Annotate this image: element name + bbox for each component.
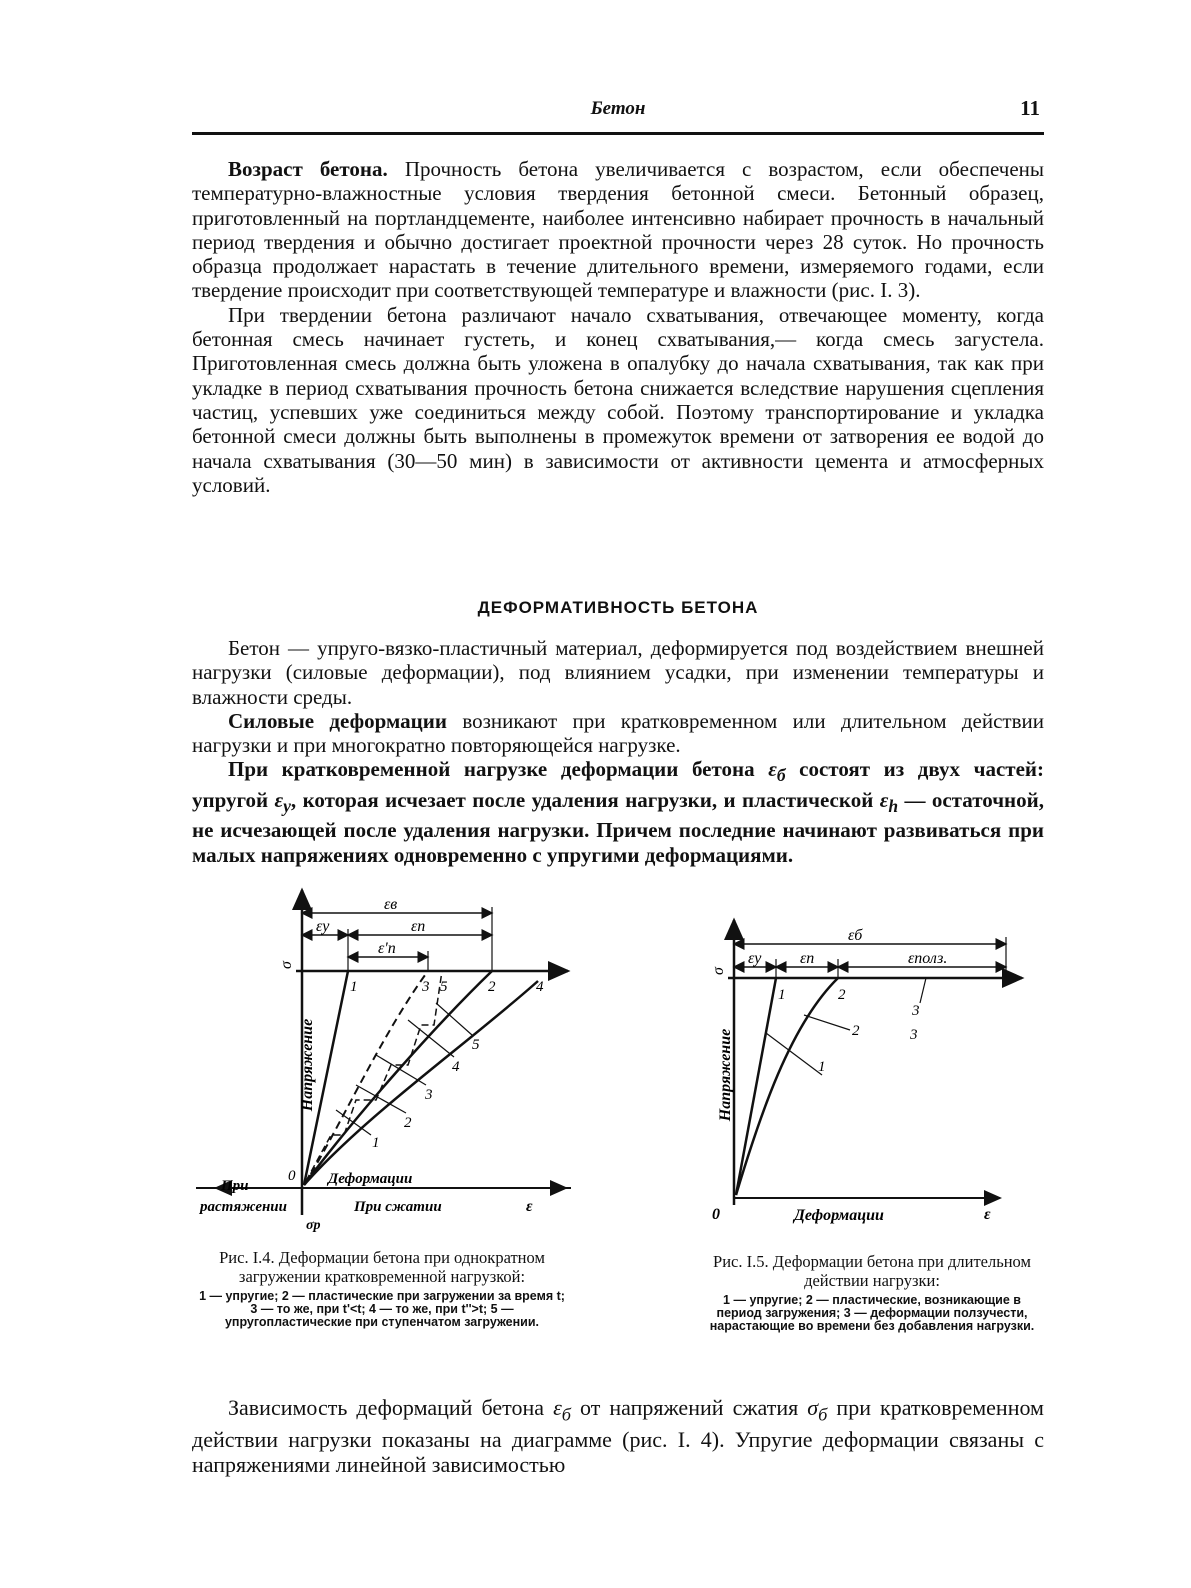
paragraph-body: При твердении бетона различают начало схватывания, отвечающее моменту, когда бетонная смесь начинает густеть, и конец схватывания,— когда смесь загустела. Приготовленная смесь должна быть уложена в опалубку до начала схватывания, так как при укладке в период схватывания прочность бетона снижается вследствие нарушения сцепления частиц, успевших уже соединиться между собой. Поэтому транспортирование и укладка бетонной смеси должны быть выполнены в промежуток времени от затворения ее водой до начала схватывания (30—50 мин) в зависимости от активности цемента и атмосферных условий. — [192, 302, 1044, 497]
tip-label-2: 2 — [852, 1023, 860, 1039]
label-eps-axis: ε — [526, 1198, 533, 1215]
curve-2-plastic — [736, 978, 838, 1195]
tip-label-4: 4 — [452, 1059, 460, 1075]
tip-label-3: 3 — [910, 1027, 918, 1043]
tip-label-5: 5 — [472, 1037, 480, 1053]
figure-1-5-caption — [700, 1252, 1044, 1333]
label-deformations: Деформации — [794, 1207, 884, 1224]
text-run: состоят из двух частей: упругой — [192, 757, 1044, 812]
symbol: ε — [879, 787, 889, 812]
subscript: б — [561, 1404, 571, 1425]
paragraph-material — [192, 636, 1044, 709]
bottom-paragraph — [192, 1395, 1044, 1477]
subscript: б — [776, 765, 786, 786]
text-run: при кратковременном действии нагрузки показаны на диаграмме (рис. I. 4). Упругие деформации связаны с напряжениями линейной зависимостью — [192, 1395, 1044, 1478]
subscript: б — [818, 1404, 828, 1425]
symbol: σ — [807, 1395, 819, 1420]
label-eps-b: εв — [384, 896, 398, 913]
label-eps-n: εп — [800, 950, 815, 967]
subscript: h — [888, 796, 899, 817]
section-deformation-text — [192, 636, 1044, 867]
label-eps-n-prime: ε'п — [378, 940, 396, 957]
leader-line — [804, 1015, 850, 1030]
label-stress-axis: Напряжение — [299, 1018, 316, 1112]
figure-1-5-diagram — [700, 915, 1040, 1225]
text-run: — остаточной, не исчезающей после удаления нагрузки. Причем последние начинают развиваться при малых напряжениях одновременно с упругими деформациями. — [192, 787, 1044, 867]
label-eps-y: εу — [748, 950, 762, 967]
caption-title: Рис. I.4. Деформации бетона при однократном загружении кратковременной нагрузкой: — [219, 1248, 545, 1286]
tip-label-1: 1 — [372, 1135, 380, 1151]
paragraph-force-deformations — [192, 709, 1044, 758]
running-head — [192, 96, 1044, 135]
text-run: При кратковременной нагрузке деформации бетона — [228, 757, 769, 782]
label-tension-2: растяжении — [200, 1199, 287, 1215]
paragraph-setting — [192, 303, 1044, 497]
paragraph-body: возникают при кратковременном или длительном действии нагрузки и при многократно повторяющейся нагрузке. — [192, 708, 1045, 758]
label-origin: 0 — [288, 1168, 296, 1184]
curve-label-5: 5 — [440, 979, 448, 995]
curve-label-3: 3 — [912, 1003, 920, 1019]
symbol: ε — [553, 1395, 562, 1420]
label-compression: При сжатии — [354, 1199, 442, 1215]
tip-label-1: 1 — [818, 1059, 826, 1075]
label-eps-y: εу — [316, 918, 330, 935]
paragraph-lead: Силовые деформации — [228, 708, 447, 733]
page-number: 11 — [1020, 96, 1040, 120]
figure-1-4-diagram — [196, 885, 576, 1235]
text-run: от напряжений сжатия — [570, 1395, 808, 1420]
leader-line — [920, 978, 926, 1003]
curve-1-elastic — [736, 978, 776, 1195]
label-eps-n: εп — [411, 918, 426, 935]
label-sigma: σ — [710, 967, 727, 975]
curve-label-3: 3 — [422, 979, 430, 995]
paragraph-dependence — [192, 1395, 1044, 1477]
curve-3-shorter — [304, 971, 428, 1185]
label-eps-poln: εполз. — [908, 950, 948, 967]
paragraph-concrete-age — [192, 157, 1044, 303]
symbol: ε — [768, 757, 777, 782]
paragraph-short-term — [192, 757, 1044, 867]
paragraph-body: Прочность бетона увеличивается с возрастом, если обеспечены температурно-влажностные условия твердения бетонной смеси. Бетонный образец, приготовленный на портландцементе, наиболее интенсивно набирает прочность в начальный период твердения и обычно достигает проектной прочности через 28 суток. Но прочность образца продолжает нарастать в течение длительного времени, измеряемого годами, если твердение происходит при соответствующей температуре и влажности (рис. I. 3). — [192, 157, 1044, 303]
paragraph-lead: Возраст бетона. — [228, 157, 388, 181]
figure-1-5-svg — [700, 915, 1040, 1225]
curve-label-1: 1 — [350, 979, 358, 995]
caption-title: Рис. I.5. Деформации бетона при длительном действии нагрузки: — [713, 1252, 1031, 1290]
label-eps-axis: ε — [984, 1206, 991, 1223]
label-sigma-p: σр — [306, 1218, 321, 1233]
symbol-eps-y — [274, 787, 291, 817]
text-run: Зависимость деформаций бетона — [228, 1395, 554, 1420]
figure-1-4-caption — [196, 1248, 568, 1329]
label-sigma: σ — [278, 961, 295, 969]
symbol-eps-b — [553, 1395, 571, 1425]
tip-label-2: 2 — [404, 1115, 412, 1131]
subscript: у — [283, 796, 291, 817]
curve-label-2: 2 — [838, 987, 846, 1003]
symbol: ε — [274, 787, 284, 812]
text-run: , которая исчезает после удаления нагрузки, и пластической — [290, 787, 880, 812]
caption-legend: 1 — упругие; 2 — пластические при загружении за время t; 3 — то же, при t'<t; 4 — то же, при t''>t; 5 — упругопластические при ступенчатом загружении. — [199, 1289, 565, 1329]
running-title: Бетон — [590, 98, 646, 119]
curve-label-2: 2 — [488, 979, 496, 995]
tip-label-3: 3 — [425, 1087, 433, 1103]
figure-1-4-svg — [196, 885, 576, 1235]
caption-legend: 1 — упругие; 2 — пластические, возникающие в период загружения; 3 — деформации ползучести, нарастающие во времени без добавления нагрузки. — [709, 1293, 1035, 1333]
curve-label-4: 4 — [536, 979, 544, 995]
label-deformations: Деформации — [328, 1171, 413, 1187]
leader-line — [336, 1110, 371, 1135]
label-eps-b: εб — [848, 927, 863, 944]
label-tension-1: При — [221, 1178, 249, 1194]
section-age-text — [192, 157, 1044, 497]
label-stress-axis: Напряжение — [717, 1028, 734, 1122]
section-heading: ДЕФОРМАТИВНОСТЬ БЕТОНА — [477, 598, 759, 617]
curve-label-1: 1 — [778, 987, 786, 1003]
symbol-eps-b — [768, 757, 786, 786]
paragraph-body: Бетон — упруго-вязко-пластичный материал, деформируется под воздействием внешней нагрузки (силовые деформации), под влиянием усадки, при изменении температуры и влажности среды. — [192, 636, 1044, 709]
leader-line — [376, 1055, 426, 1085]
symbol-eps-h — [879, 787, 899, 817]
symbol-sigma-b — [807, 1395, 828, 1425]
curve-2-plastic — [304, 971, 492, 1185]
label-origin: 0 — [712, 1206, 720, 1223]
